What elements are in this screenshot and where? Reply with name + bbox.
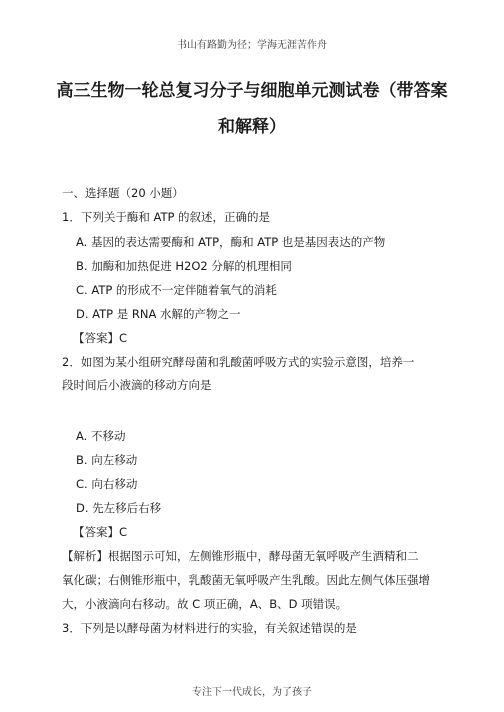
- page-header: 书山有路勤为径；学海无涯苦作舟: [177, 40, 327, 51]
- question-1-answer: 【答案】C: [73, 331, 128, 345]
- question-2-option-b: B. 向左移动: [76, 453, 138, 467]
- question-2-stem-line-2: 段时间后小液滴的移动方向是: [62, 378, 212, 392]
- question-1-option-c: C. ATP 的形成不一定伴随着氧气的消耗: [76, 283, 277, 297]
- document-title-line-2: 和解释）: [218, 117, 286, 137]
- question-2-stem-line-1: 2．如图为某小组研究酵母菌和乳酸菌呼吸方式的实验示意图，培养一: [62, 355, 415, 369]
- question-1-stem: 1．下列关于酶和 ATP 的叙述，正确的是: [62, 210, 271, 224]
- page-footer: 专注下一代成长，为了孩子: [192, 687, 312, 698]
- question-2-option-a: A. 不移动: [76, 429, 126, 443]
- question-2-explanation-line-1: 【解析】根据图示可知，左侧锥形瓶中，酵母菌无氧呼吸产生酒精和二: [62, 549, 419, 563]
- question-1-option-a: A. 基因的表达需要酶和 ATP，酶和 ATP 也是基因表达的产物: [76, 235, 386, 249]
- question-2-explanation-line-3: 大，小液滴向右移动。故 C 项正确，A、B、D 项错误。: [62, 597, 348, 611]
- question-2-option-c: C. 向右移动: [76, 477, 138, 491]
- question-2-option-d: D. 先左移后右移: [76, 501, 162, 515]
- document-title-line-1: 高三生物一轮总复习分子与细胞单元测试卷（带答案: [56, 81, 448, 101]
- question-1-option-b: B. 加酶和加热促进 H2O2 分解的机理相同: [76, 259, 292, 273]
- question-1-option-d: D. ATP 是 RNA 水解的产物之一: [76, 307, 241, 321]
- question-2-answer: 【答案】C: [73, 525, 128, 539]
- question-3-stem: 3．下列是以酵母菌为材料进行的实验，有关叙述错误的是: [62, 621, 357, 635]
- question-2-explanation-line-2: 氧化碳；右侧锥形瓶中，乳酸菌无氧呼吸产生乳酸。因此左侧气体压强增: [62, 573, 430, 587]
- section-heading: 一、选择题（20 小题）: [62, 186, 184, 200]
